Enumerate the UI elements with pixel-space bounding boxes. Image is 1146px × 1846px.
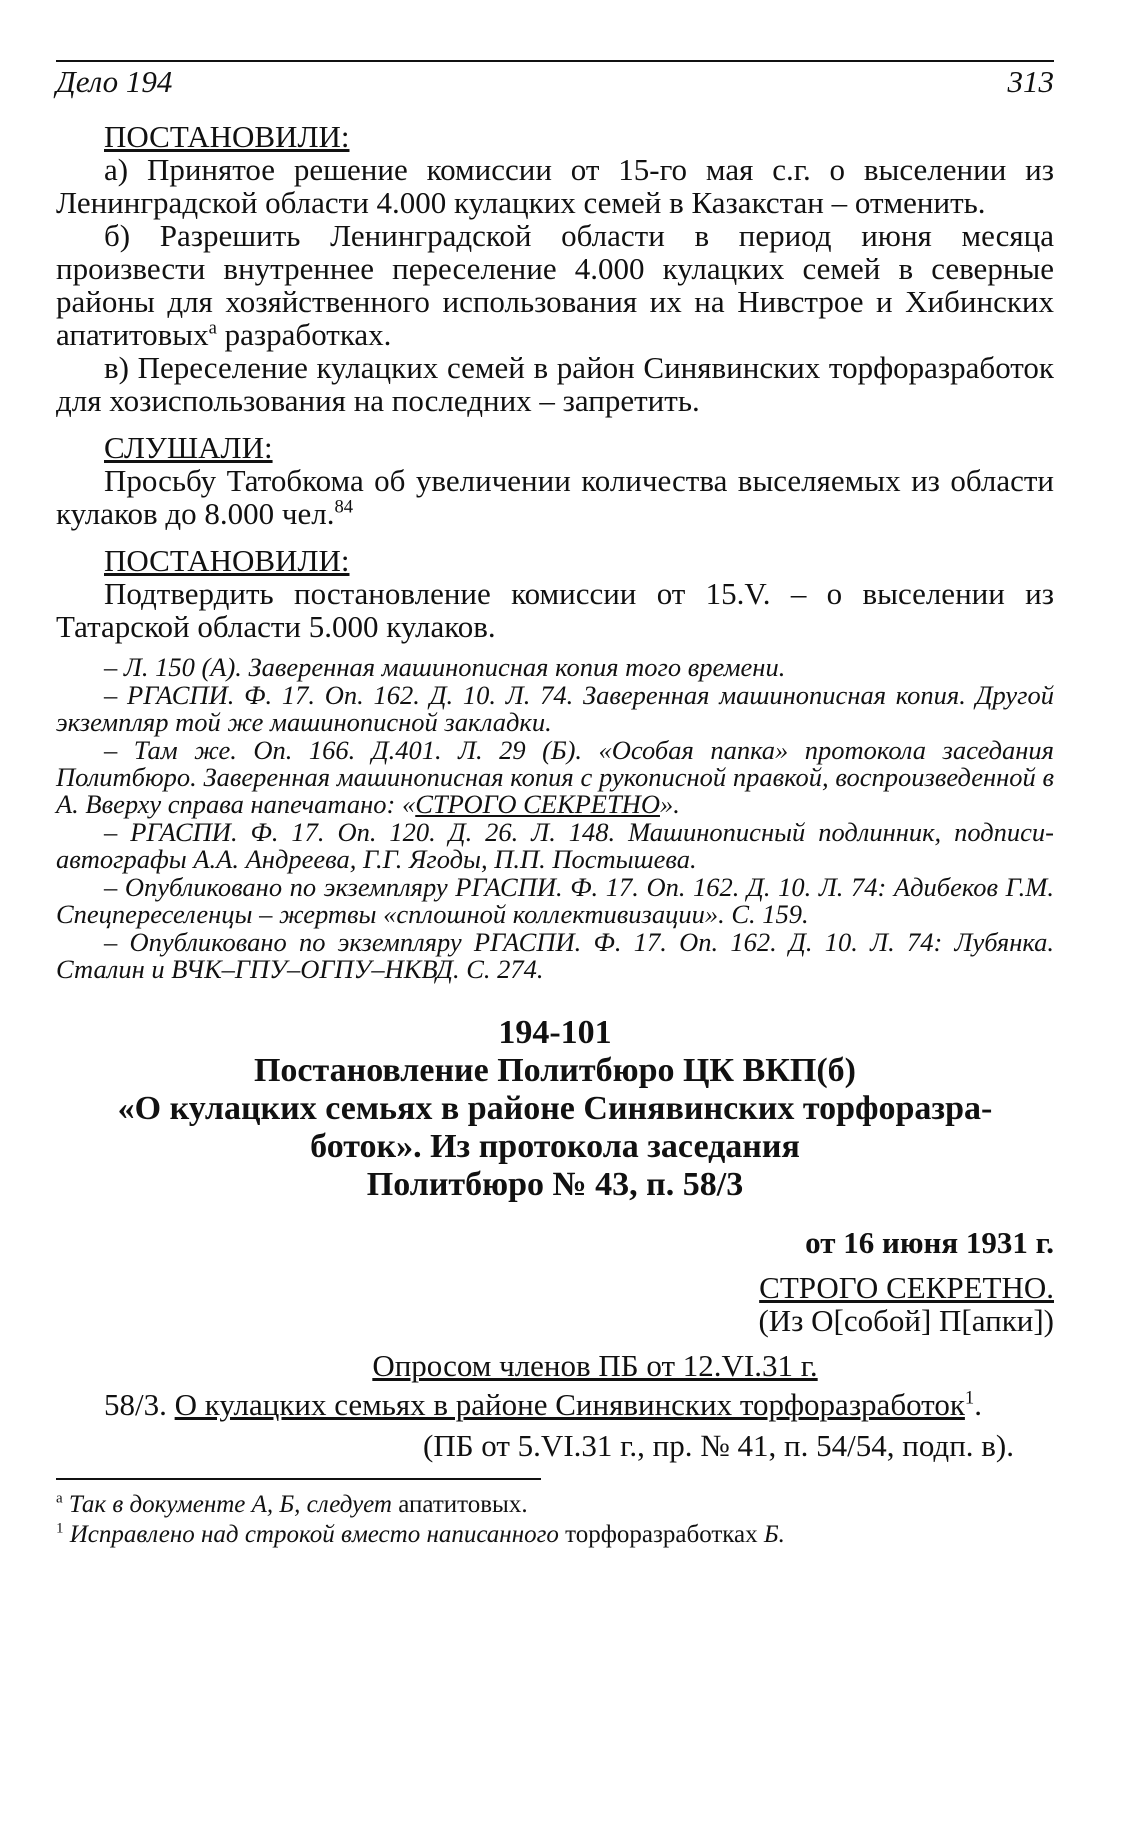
- document-title-line: Политбюро № 43, п. 58/3: [366, 1166, 744, 1203]
- special-folder: (Из О[собой] П[апки]): [758, 1303, 1054, 1338]
- archival-note: – Л. 150 (А). Заверенная машинописная копия того времени.: [104, 652, 786, 682]
- footnotes: [56, 1490, 1054, 1550]
- archival-note: – Опубликовано по экземпляру РГАСПИ. Ф. 17. Оп. 162. Д. 10. Л. 74: Адибеков Г.М. Спецпереселенцы – жертвы «сплошной коллективизации». С. 159.: [56, 872, 1054, 929]
- footnote-ref-1: 1: [964, 1387, 975, 1409]
- page-number: 313: [1007, 64, 1054, 99]
- reference-line: (ПБ от 5.VI.31 г., пр. № 41, п. 54/54, подп. в).: [423, 1428, 1014, 1463]
- section-heading-resolved-1: ПОСТАНОВИЛИ:: [104, 119, 350, 154]
- document-number: 194-101: [498, 1014, 612, 1051]
- footnote-separator: [56, 1478, 541, 1480]
- archival-note: – Там же. Оп. 166. Д.401. Л. 29 (Б). «Особая папка» протокола заседания Политбюро. Заверенная машинописная копия с рукописной правкой, воспроизведенной в А. Вверху справа напечатано: «СТРОГО СЕКРЕТНО».: [56, 735, 1054, 819]
- archival-note: – Опубликовано по экземпляру РГАСПИ. Ф. 17. Оп. 162. Д. 10. Л. 74: Лубянка. Сталин и ВЧК–ГПУ–ОГПУ–НКВД. С. 274.: [56, 927, 1054, 984]
- resolution-item-c: в) Переселение кулацких семей в район Синявинских торфоразработок для хозиспользования на последних – запретить.: [56, 350, 1054, 418]
- footnote-a: $^а$ Так в документе А, Б, следует апатитовых.: [56, 1490, 528, 1518]
- footnote-ref-a: а: [208, 317, 217, 339]
- section-heading-resolved-2: ПОСТАНОВИЛИ:: [104, 543, 350, 578]
- footnote-1: $^1$ Исправлено над строкой вместо написанного торфоразработках Б.: [56, 1520, 785, 1548]
- resolution-item-b: б) Разрешить Ленинградской области в период июня месяца произвести внутреннее переселение 4.000 кулацких семей в северные районы для хозяйственного использования их на Нивстрое и Хибинских апатитовых$^а$ разработках.: [56, 218, 1054, 352]
- document-title-line: Постановление Политбюро ЦК ВКП(б): [253, 1052, 857, 1089]
- footnote-ref-84: 84: [334, 496, 354, 518]
- document-title-line: боток». Из протокола заседания: [310, 1128, 800, 1165]
- document-body: [56, 120, 1054, 1550]
- poll-line: Опросом членов ПБ от 12.VI.31 г.: [372, 1348, 818, 1383]
- heard-text: Просьбу Татобкома об увеличении количества выселяемых из области кулаков до 8.000 чел.$^{84}$: [56, 463, 1054, 531]
- document-date: от 16 июня 1931 г.: [805, 1225, 1054, 1260]
- archival-note: – РГАСПИ. Ф. 17. Оп. 162. Д. 10. Л. 74. Заверенная машинописная копия. Другой экземпляр той же машинописной закладки.: [56, 680, 1054, 737]
- secret-stamp: СТРОГО СЕКРЕТНО.: [759, 1270, 1054, 1305]
- document-title-line: «О кулацких семьях в районе Синявинских торфоразра-: [117, 1090, 993, 1127]
- protocol-item: 58/3. О кулацких семьях в районе Синявинских торфоразработок$^1$.: [104, 1387, 982, 1422]
- archival-notes: [56, 654, 1054, 983]
- running-header: [56, 60, 1054, 99]
- section-heading-heard: СЛУШАЛИ:: [104, 430, 273, 465]
- archival-note: – РГАСПИ. Ф. 17. Оп. 120. Д. 26. Л. 148. Машинописный подлинник, подписи-автографы А.А. Андреева, Г.Г. Ягоды, П.П. Постышева.: [56, 817, 1054, 874]
- resolution-item-a: а) Принятое решение комиссии от 15-го мая с.г. о выселении из Ленинградской области 4.000 кулацких семей в Казакстан – отменить.: [56, 152, 1054, 220]
- resolved-text: Подтвердить постановление комиссии от 15.V. – о выселении из Татарской области 5.000 кулаков.: [56, 576, 1054, 644]
- case-number: Дело 194: [56, 64, 173, 99]
